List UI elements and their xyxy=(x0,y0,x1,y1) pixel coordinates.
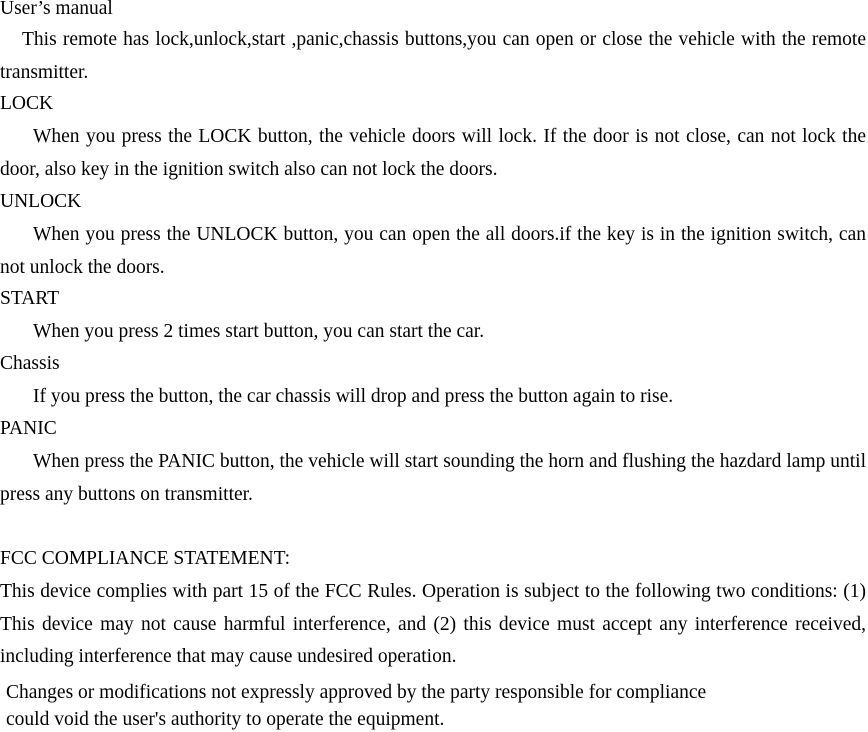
intro-paragraph: This remote has lock,unlock,start ,panic,chassis buttons,you can open or close the vehicle with the remote transmitter. xyxy=(0,29,866,83)
section-text-unlock: When you press the UNLOCK button, you can open the all doors.if the key is in the ignition switch, can not unlock the doors. xyxy=(0,224,866,278)
fcc-note-line-1: Changes or modifications not expressly approved by the party responsible for compliance xyxy=(6,682,707,703)
section-heading-chassis: Chassis xyxy=(0,353,60,374)
section-heading-start: START xyxy=(0,288,60,309)
section-heading-unlock: UNLOCK xyxy=(0,191,82,212)
section-heading-lock: LOCK xyxy=(0,93,54,114)
fcc-statement: This device complies with part 15 of the FCC Rules. Operation is subject to the following two conditions: (1) This device may not cause harmful interference, and (2) this device must accept any interference received, including interference that may cause undesired operation. xyxy=(0,581,866,668)
page-title: User’s manual xyxy=(0,0,113,19)
section-text-lock: When you press the LOCK button, the vehicle doors will lock. If the door is not close, can not lock the door, also key in the ignition switch also can not lock the doors. xyxy=(0,126,866,180)
section-text-panic: When press the PANIC button, the vehicle will start sounding the horn and flushing the hazdard lamp until press any buttons on transmitter. xyxy=(0,451,866,505)
fcc-heading: FCC COMPLIANCE STATEMENT: xyxy=(0,548,290,569)
section-heading-panic: PANIC xyxy=(0,418,57,439)
section-text-start: When you press 2 times start button, you can start the car. xyxy=(33,321,485,342)
fcc-note-line-2: could void the user's authority to operate the equipment. xyxy=(6,709,445,730)
section-text-chassis: If you press the button, the car chassis will drop and press the button again to rise. xyxy=(33,386,674,407)
